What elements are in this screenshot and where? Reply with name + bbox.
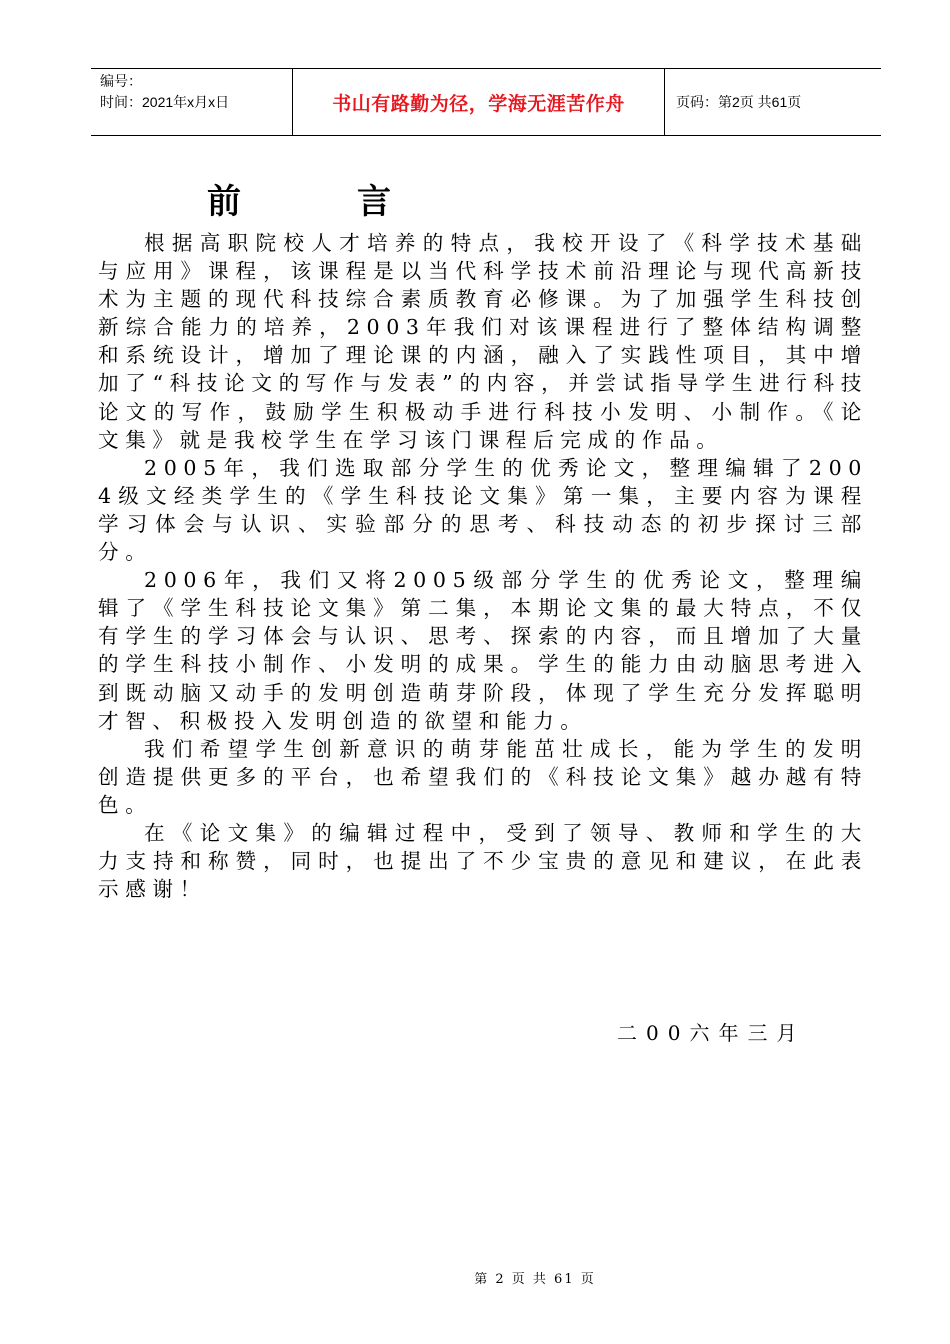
paragraph: 2006年，我们又将2005级部分学生的优秀论文，整理编辑了《学生科技论文集》第二集，本期论文集的最大特点，不仅有学生的学习体会与认识、思考、探索的内容，而且增加了大量的学生科技小制作、小发明的成果。学生的能力由动脑思考进入到既动脑又动手的发明创造萌芽阶段，体现了学生充分发挥聪明才智、积极投入发明创造的欲望和能力。: [98, 568, 868, 733]
header-page-info: 页码：第2页 共61页: [676, 94, 802, 110]
header-motto: 书山有路勤为径，学海无涯苦作舟: [332, 92, 625, 115]
document-time: 时间：2021年x月x日: [100, 94, 230, 110]
paragraph: 根据高职院校人才培养的特点，我校开设了《科学技术基础与应用》课程，该课程是以当代科学技术前沿理论与现代高新技术为主题的现代科技综合素质教育必修课。为了加强学生科技创新综合能力的培养，2003年我们对该课程进行了整体结构调整和系统设计，增加了理论课的内涵，融入了实践性项目，其中增加了“科技论文的写作与发表”的内容，并尝试指导学生进行科技论文的写作，鼓励学生积极动手进行科技小发明、小制作。《论文集》就是我校学生在学习该门课程后完成的作品。: [98, 231, 868, 452]
document-number-label: 编号：: [100, 73, 142, 89]
paragraph: 2005年，我们选取部分学生的优秀论文，整理编辑了2004级文经类学生的《学生科技论文集》第一集，主要内容为课程学习体会与认识、实验部分的思考、科技动态的初步探讨三部分。: [98, 455, 868, 565]
paragraph: 在《论文集》的编辑过程中，受到了领导、教师和学生的大力支持和称赞，同时，也提出了不少宝贵的意见和建议，在此表示感谢！: [98, 820, 868, 902]
header-meta: [91, 69, 293, 135]
header-motto-cell: [293, 69, 665, 135]
header-page-info-cell: [665, 69, 881, 135]
paragraph: 我们希望学生创新意识的萌芽能茁壮成长，能为学生的发明创造提供更多的平台，也希望我们的《科技论文集》越办越有特色。: [98, 736, 868, 817]
page-footer: 第 2 页 共 61 页: [474, 1272, 596, 1287]
page-title: 前言: [207, 182, 507, 222]
signature-date: 二00六年三月: [617, 1021, 806, 1045]
body-text: [98, 229, 868, 903]
page-header: [91, 68, 881, 136]
